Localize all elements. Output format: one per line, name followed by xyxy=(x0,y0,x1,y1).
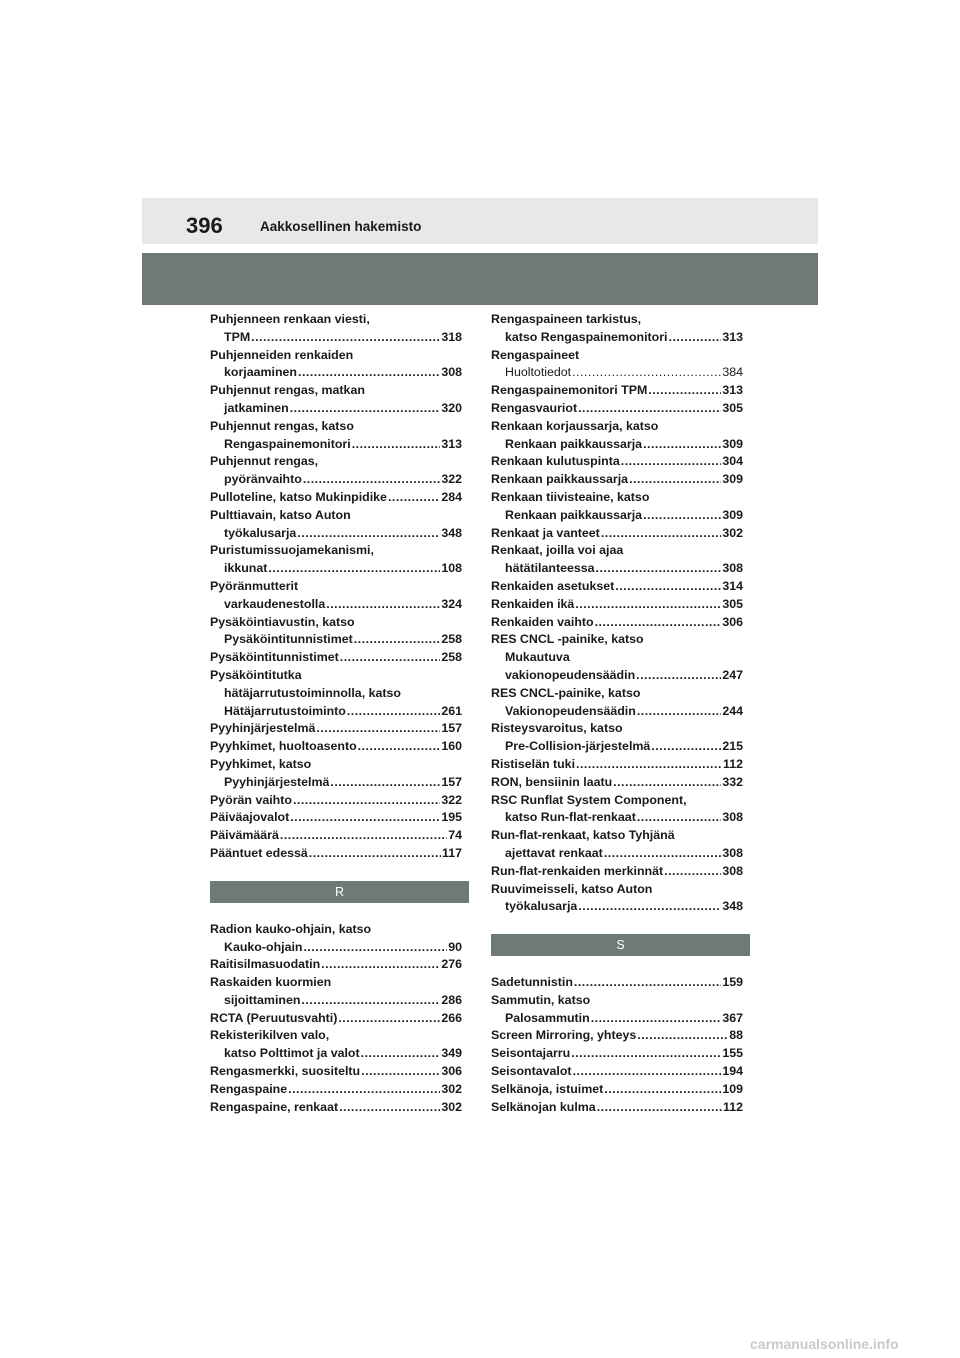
entry-label: Rengaspainemonitori xyxy=(224,436,351,451)
entry-label: Pyörän vaihto xyxy=(210,792,292,807)
page-reference: 305 xyxy=(722,596,743,611)
dot-leader xyxy=(604,1081,721,1099)
entry-label: Raitisilmasuodatin xyxy=(210,957,321,972)
dot-leader xyxy=(338,1010,440,1028)
entry-label: Renkaiden asetukset xyxy=(491,578,615,593)
index-entry xyxy=(210,738,462,756)
index-entry xyxy=(491,1045,743,1063)
entry-text: Pulttiavain, katso Auton xyxy=(210,507,351,522)
page-reference: 322 xyxy=(441,792,462,807)
entry-text: Radion kauko-ohjain, katso xyxy=(210,921,372,936)
entry-label: Rengasmerkki, suositeltu xyxy=(210,1064,361,1079)
page-reference: 309 xyxy=(722,472,743,487)
page-reference: 313 xyxy=(441,436,462,451)
entry-label: työkalusarja xyxy=(224,525,297,540)
index-entry xyxy=(210,845,462,863)
dot-leader xyxy=(268,560,440,578)
page-reference: 90 xyxy=(448,939,462,954)
entry-text: hätäjarrutustoiminnolla, katso xyxy=(224,685,401,700)
entry-label: katso Run-flat-renkaat xyxy=(505,810,636,825)
dot-leader xyxy=(358,738,441,756)
page-reference: 308 xyxy=(722,561,743,576)
page-reference: 108 xyxy=(441,561,462,576)
dot-leader xyxy=(298,364,440,382)
page-reference: 266 xyxy=(441,1010,462,1025)
entry-label: Huoltotiedot xyxy=(505,365,572,380)
page-reference: 215 xyxy=(722,739,743,754)
entry-label: Run-flat-renkaiden merkinnät xyxy=(491,863,664,878)
dot-leader xyxy=(361,1045,441,1063)
index-entry xyxy=(491,453,743,471)
index-entry xyxy=(210,720,462,738)
page-reference: 302 xyxy=(441,1099,462,1114)
index-entry xyxy=(491,525,743,543)
index-entry xyxy=(210,1027,462,1063)
dot-leader xyxy=(290,809,440,827)
entry-label: Screen Mirroring, yhteys xyxy=(491,1028,637,1043)
index-entry xyxy=(210,1099,462,1117)
dot-leader xyxy=(643,436,721,454)
entry-label: Päiväajovalot xyxy=(210,810,290,825)
entry-text: Mukautuva xyxy=(505,650,570,665)
entry-label: pyöränvaihto xyxy=(224,472,302,487)
index-entry xyxy=(210,756,462,792)
index-entry xyxy=(210,418,462,454)
entry-label: Seisontajarru xyxy=(491,1046,571,1061)
dot-leader xyxy=(621,453,722,471)
page-reference: 112 xyxy=(723,1099,743,1114)
dot-leader xyxy=(615,578,721,596)
entries-s xyxy=(491,974,743,1116)
dot-leader xyxy=(303,471,441,489)
index-entry xyxy=(491,578,743,596)
entry-label: RCTA (Peruutusvahti) xyxy=(210,1010,338,1025)
page-reference: 286 xyxy=(441,992,462,1007)
entry-text: Sammutin, katso xyxy=(491,992,591,1007)
entry-text: Renkaan korjaussarja, katso xyxy=(491,418,659,433)
entry-text: Pysäköintitutka xyxy=(210,667,302,682)
dot-leader xyxy=(669,329,722,347)
dot-leader xyxy=(578,400,721,418)
page-reference: 194 xyxy=(722,1064,743,1079)
index-entry xyxy=(210,347,462,383)
index-entry xyxy=(491,792,743,828)
index-entry xyxy=(491,774,743,792)
dot-leader xyxy=(597,1099,722,1117)
page-reference: 302 xyxy=(722,525,743,540)
index-entry xyxy=(210,578,462,614)
dot-leader xyxy=(596,560,722,578)
entry-text: Puhjennut rengas, matkan xyxy=(210,383,365,398)
section-header-s: S xyxy=(491,934,750,956)
entry-text: Risteysvaroitus, katso xyxy=(491,721,623,736)
dot-leader xyxy=(648,382,721,400)
index-entry xyxy=(491,471,743,489)
dot-leader xyxy=(573,1063,722,1081)
page-reference: 302 xyxy=(441,1081,462,1096)
dot-leader xyxy=(578,898,721,916)
page-reference: 157 xyxy=(441,721,462,736)
entry-label: Renkaiden vaihto xyxy=(491,614,594,629)
page-reference: 159 xyxy=(722,975,743,990)
entry-label: Renkaan paikkaussarja xyxy=(491,472,629,487)
entry-label: Renkaan kulutuspinta xyxy=(491,454,620,469)
index-entry xyxy=(491,881,743,917)
entry-label: Selkänojan kulma xyxy=(491,1099,596,1114)
index-entry xyxy=(210,956,462,974)
page-reference: 318 xyxy=(441,329,462,344)
dot-leader xyxy=(664,863,721,881)
entries-r-right xyxy=(491,311,743,916)
dot-leader xyxy=(571,1045,721,1063)
entry-label: Renkaan paikkaussarja xyxy=(505,507,643,522)
dot-leader xyxy=(572,364,721,382)
entries-r-left xyxy=(210,921,462,1117)
header-band xyxy=(142,253,818,305)
entry-label: vakionopeudensäädin xyxy=(505,667,636,682)
page-reference: 322 xyxy=(441,472,462,487)
page-reference: 244 xyxy=(722,703,743,718)
index-entry xyxy=(491,1063,743,1081)
page-reference: 348 xyxy=(441,525,462,540)
page-reference: 306 xyxy=(722,614,743,629)
page-reference: 304 xyxy=(722,454,743,469)
entry-text: Ruuvimeisseli, katso Auton xyxy=(491,881,653,896)
entry-text: Renkaan tiivisteaine, katso xyxy=(491,489,650,504)
page-reference: 308 xyxy=(722,810,743,825)
entry-label: katso Rengaspainemonitori xyxy=(505,329,668,344)
entry-label: Renkaan paikkaussarja xyxy=(505,436,643,451)
index-column-left xyxy=(210,311,462,1116)
index-entry xyxy=(210,507,462,543)
dot-leader xyxy=(330,774,440,792)
index-entry xyxy=(210,1063,462,1081)
index-entry xyxy=(210,453,462,489)
dot-leader xyxy=(293,792,440,810)
entry-label: Rengaspaine, renkaat xyxy=(210,1099,339,1114)
watermark: carmanualsonline.info xyxy=(750,1336,899,1352)
page-reference: 306 xyxy=(441,1064,462,1079)
index-entry xyxy=(491,992,743,1028)
entry-label: Pre-Collision-järjestelmä xyxy=(505,739,651,754)
index-entry xyxy=(210,827,462,845)
entry-text: RES CNCL -painike, katso xyxy=(491,632,644,647)
index-entry xyxy=(210,542,462,578)
page-reference: 332 xyxy=(722,774,743,789)
dot-leader xyxy=(388,489,440,507)
entry-label: hätätilanteessa xyxy=(505,561,595,576)
page-reference: 309 xyxy=(722,507,743,522)
dot-leader xyxy=(316,720,440,738)
page-number: 396 xyxy=(186,213,223,238)
index-entry xyxy=(210,921,462,957)
index-entry xyxy=(491,827,743,863)
dot-leader xyxy=(576,756,722,774)
index-entry xyxy=(491,400,743,418)
entry-text: Pysäköintiavustin, katso xyxy=(210,614,355,629)
entry-text: Puhjenneen renkaan viesti, xyxy=(210,312,370,326)
entry-label: Rengaspaine xyxy=(210,1081,288,1096)
entry-label: Päivämäärä xyxy=(210,828,279,843)
page-reference: 195 xyxy=(441,810,462,825)
entry-text: Renkaat, joilla voi ajaa xyxy=(491,543,624,558)
entry-text: Raskaiden kuormien xyxy=(210,975,332,990)
index-entry xyxy=(491,542,743,578)
index-entry xyxy=(491,596,743,614)
page-reference: 320 xyxy=(441,400,462,415)
dot-leader xyxy=(309,845,441,863)
entry-label: TPM xyxy=(224,329,251,344)
page-reference: 314 xyxy=(722,578,743,593)
entry-text: Rengaspaineen tarkistus, xyxy=(491,312,642,326)
index-entry xyxy=(210,311,462,347)
entry-label: Rengasvauriot xyxy=(491,400,578,415)
entry-label: sijoittaminen xyxy=(224,992,301,1007)
section-header-r: R xyxy=(210,881,469,903)
index-entry xyxy=(210,614,462,650)
page-reference: 117 xyxy=(442,845,462,860)
entry-label: Renkaiden ikä xyxy=(491,596,575,611)
index-entry xyxy=(491,720,743,756)
page-reference: 276 xyxy=(441,957,462,972)
header-bar xyxy=(142,198,818,244)
entry-label: Pyyhkimet, huoltoasento xyxy=(210,739,357,754)
entry-label: ajettavat renkaat xyxy=(505,845,603,860)
index-entry xyxy=(491,756,743,774)
page-reference: 305 xyxy=(722,400,743,415)
entry-label: Sadetunnistin xyxy=(491,975,573,990)
page-reference: 88 xyxy=(729,1028,743,1043)
index-entry xyxy=(491,489,743,525)
entry-label: Pysäköintitunnistimet xyxy=(224,632,353,647)
index-entry xyxy=(210,667,462,720)
page-reference: 308 xyxy=(441,365,462,380)
dot-leader xyxy=(297,525,440,543)
entry-text: Puhjennut rengas, xyxy=(210,454,319,469)
dot-leader xyxy=(301,992,440,1010)
dot-leader xyxy=(604,845,722,863)
entry-text: RES CNCL-painike, katso xyxy=(491,685,641,700)
page-reference: 261 xyxy=(441,703,462,718)
dot-leader xyxy=(637,1027,728,1045)
dot-leader xyxy=(290,400,441,418)
entry-text: RSC Runflat System Component, xyxy=(491,792,687,807)
dot-leader xyxy=(340,649,441,667)
dot-leader xyxy=(303,939,447,957)
entry-label: Rengaspainemonitori TPM xyxy=(491,383,648,398)
index-entry xyxy=(491,1081,743,1099)
dot-leader xyxy=(637,809,721,827)
index-entry xyxy=(210,649,462,667)
dot-leader xyxy=(361,1063,440,1081)
page-reference: 160 xyxy=(441,739,462,754)
dot-leader xyxy=(613,774,721,792)
page-reference: 155 xyxy=(722,1046,743,1061)
index-entry xyxy=(491,418,743,454)
dot-leader xyxy=(280,827,447,845)
page-reference: 258 xyxy=(441,650,462,665)
page-reference: 313 xyxy=(722,383,743,398)
index-entry xyxy=(491,631,743,684)
index-entry xyxy=(491,863,743,881)
index-entry xyxy=(491,614,743,632)
page-reference: 313 xyxy=(722,329,743,344)
entry-label: ikkunat xyxy=(224,561,268,576)
index-entry xyxy=(491,685,743,721)
index-entry xyxy=(491,974,743,992)
dot-leader xyxy=(591,1010,722,1028)
page-reference: 284 xyxy=(441,489,462,504)
dot-leader xyxy=(251,329,440,347)
entry-label: Pyyhinjärjestelmä xyxy=(210,721,316,736)
index-entry xyxy=(491,347,743,383)
entry-text: Pyyhkimet, katso xyxy=(210,756,312,771)
entry-label: Selkänoja, istuimet xyxy=(491,1081,604,1096)
dot-leader xyxy=(321,956,440,974)
entry-text: Rengaspaineet xyxy=(491,347,580,362)
entry-label: Pyyhinjärjestelmä xyxy=(224,774,330,789)
index-column-right xyxy=(491,311,743,1116)
entry-label: Palosammutin xyxy=(505,1010,590,1025)
entry-text: Puristumissuojamekanismi, xyxy=(210,543,374,558)
page-title: Aakkosellinen hakemisto xyxy=(260,219,422,234)
dot-leader xyxy=(601,525,722,543)
page-reference: 367 xyxy=(722,1010,743,1025)
dot-leader xyxy=(637,703,721,721)
index-entry xyxy=(491,1099,743,1117)
entry-text: Rekisterikilven valo, xyxy=(210,1028,330,1043)
entry-text: Puhjennut rengas, katso xyxy=(210,418,354,433)
entry-label: Pääntuet edessä xyxy=(210,845,308,860)
entry-label: työkalusarja xyxy=(505,899,578,914)
index-entry xyxy=(210,489,462,507)
page-reference: 324 xyxy=(441,596,462,611)
dot-leader xyxy=(595,614,722,632)
dot-leader xyxy=(636,667,721,685)
entry-text: Pyöränmutterit xyxy=(210,578,299,593)
entry-label: Kauko-ohjain xyxy=(224,939,303,954)
index-entry xyxy=(491,382,743,400)
entry-text: Puhjenneiden renkaiden xyxy=(210,347,354,362)
entry-label: Ristiselän tuki xyxy=(491,756,576,771)
dot-leader xyxy=(643,507,721,525)
page-reference: 258 xyxy=(441,632,462,647)
dot-leader xyxy=(288,1081,440,1099)
index-entry xyxy=(210,1081,462,1099)
entries-p xyxy=(210,311,462,863)
index-entry xyxy=(491,311,743,347)
entry-label: Renkaat ja vanteet xyxy=(491,525,600,540)
index-entry xyxy=(210,1010,462,1028)
dot-leader xyxy=(651,738,721,756)
entry-label: Vakionopeudensäädin xyxy=(505,703,636,718)
dot-leader xyxy=(629,471,721,489)
dot-leader xyxy=(326,596,440,614)
index-entry xyxy=(210,382,462,418)
page-reference: 112 xyxy=(723,756,743,771)
entry-label: Pulloteline, katso Mukinpidike xyxy=(210,489,387,504)
entry-label: Hätäjarrutustoiminto xyxy=(224,703,346,718)
page-reference: 384 xyxy=(722,365,743,380)
page-reference: 247 xyxy=(722,667,743,682)
page-reference: 348 xyxy=(722,899,743,914)
dot-leader xyxy=(352,436,441,454)
page-reference: 308 xyxy=(722,845,743,860)
index-entry xyxy=(210,974,462,1010)
page-reference: 308 xyxy=(722,863,743,878)
page-reference: 309 xyxy=(722,436,743,451)
dot-leader xyxy=(354,631,441,649)
entry-label: katso Polttimot ja valot xyxy=(224,1046,360,1061)
dot-leader xyxy=(347,703,440,721)
entry-label: Pysäköintitunnistimet xyxy=(210,650,339,665)
entry-label: jatkaminen xyxy=(224,400,289,415)
entry-label: Seisontavalot xyxy=(491,1064,572,1079)
page-reference: 349 xyxy=(441,1046,462,1061)
entry-text: Run-flat-renkaat, katso Tyhjänä xyxy=(491,828,675,843)
entry-label: RON, bensiinin laatu xyxy=(491,774,613,789)
index-entry xyxy=(491,1027,743,1045)
dot-leader xyxy=(339,1099,440,1117)
page-reference: 109 xyxy=(722,1081,743,1096)
page-reference: 74 xyxy=(448,828,462,843)
index-entry xyxy=(210,809,462,827)
dot-leader xyxy=(575,596,721,614)
entry-label: korjaaminen xyxy=(224,365,297,380)
entry-label: varkaudenestolla xyxy=(224,596,326,611)
page-reference: 157 xyxy=(441,774,462,789)
dot-leader xyxy=(574,974,721,992)
index-entry xyxy=(210,792,462,810)
